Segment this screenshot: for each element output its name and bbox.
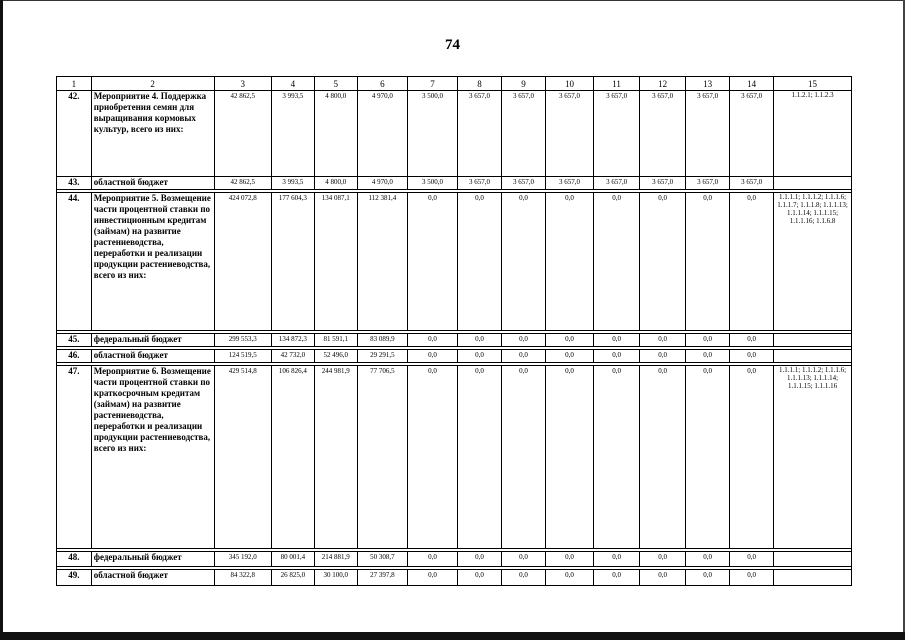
cell-value: 0,0: [502, 193, 546, 331]
cell-value: 0,0: [640, 570, 686, 586]
cell-value: 0,0: [407, 350, 457, 363]
column-header: 13: [686, 77, 730, 91]
cell-value: 0,0: [730, 552, 774, 567]
cell-value: 0,0: [730, 193, 774, 331]
row-name: федеральный бюджет: [91, 334, 214, 347]
scan-border-left: [0, 0, 3, 640]
row-number: 42.: [57, 91, 92, 177]
budget-table: [56, 76, 852, 586]
cell-value: 0,0: [502, 552, 546, 567]
cell-value: 3 657,0: [594, 91, 640, 177]
column-header: 6: [357, 77, 407, 91]
cell-value: 124 519,5: [214, 350, 271, 363]
cell-value: 83 089,9: [357, 334, 407, 347]
cell-value: 429 514,8: [214, 366, 271, 549]
column-header: 14: [730, 77, 774, 91]
row-name: федеральный бюджет: [91, 552, 214, 567]
cell-value: 3 657,0: [546, 177, 594, 190]
cell-value: 3 657,0: [730, 91, 774, 177]
column-header: 11: [594, 77, 640, 91]
cell-value: 3 657,0: [640, 177, 686, 190]
row-name: Мероприятие 6. Возмещение части процентной ставки по краткосрочным кредитам (займам) на развитие растениеводства, переработки и реализации продукции растениеводства, всего из них:: [91, 366, 214, 549]
cell-value: 0,0: [686, 552, 730, 567]
cell-value: 0,0: [407, 334, 457, 347]
cell-value: 3 657,0: [640, 91, 686, 177]
cell-value: 106 826,4: [271, 366, 314, 549]
cell-value: 0,0: [546, 552, 594, 567]
cell-value: 27 397,8: [357, 570, 407, 586]
table-row: [57, 366, 852, 549]
cell-value: 0,0: [546, 366, 594, 549]
cell-value: 0,0: [640, 552, 686, 567]
cell-value: 4 970,0: [357, 91, 407, 177]
cell-value: 3 657,0: [686, 177, 730, 190]
cell-value: 0,0: [594, 366, 640, 549]
cell-value: 3 657,0: [502, 91, 546, 177]
cell-value: 0,0: [640, 366, 686, 549]
task-code: [774, 334, 852, 347]
cell-value: 3 500,0: [407, 177, 457, 190]
cell-value: 345 192,0: [214, 552, 271, 567]
column-header: 2: [91, 77, 214, 91]
row-number: 45.: [57, 334, 92, 347]
cell-value: 214 881,9: [314, 552, 357, 567]
cell-value: 3 657,0: [686, 91, 730, 177]
row-name: областной бюджет: [91, 177, 214, 190]
cell-value: 42 862,5: [214, 91, 271, 177]
cell-value: 0,0: [546, 334, 594, 347]
cell-value: 3 993,5: [271, 177, 314, 190]
cell-value: 0,0: [458, 552, 502, 567]
scan-border-top: [0, 0, 905, 1]
cell-value: 3 657,0: [458, 91, 502, 177]
page-number: 74: [445, 37, 460, 53]
cell-value: 29 291,5: [357, 350, 407, 363]
cell-value: 0,0: [502, 570, 546, 586]
column-header: 8: [458, 77, 502, 91]
task-code: 1.1.1.1; 1.1.1.2; 1.1.1.6; 1.1.1.13; 1.1.1.14; 1.1.1.15; 1.1.1.16: [774, 366, 852, 549]
cell-value: 177 604,3: [271, 193, 314, 331]
cell-value: 0,0: [730, 570, 774, 586]
cell-value: 4 800,0: [314, 91, 357, 177]
cell-value: 3 657,0: [546, 91, 594, 177]
cell-value: 424 072,8: [214, 193, 271, 331]
cell-value: 42 732,0: [271, 350, 314, 363]
task-code: [774, 350, 852, 363]
cell-value: 134 087,1: [314, 193, 357, 331]
cell-value: 81 591,1: [314, 334, 357, 347]
cell-value: 3 500,0: [407, 91, 457, 177]
column-header: 4: [271, 77, 314, 91]
cell-value: 0,0: [730, 350, 774, 363]
column-header: 15: [774, 77, 852, 91]
column-header: 3: [214, 77, 271, 91]
cell-value: 244 981,9: [314, 366, 357, 549]
cell-value: 3 657,0: [502, 177, 546, 190]
column-header: 12: [640, 77, 686, 91]
cell-value: 52 496,0: [314, 350, 357, 363]
cell-value: 0,0: [640, 334, 686, 347]
cell-value: 0,0: [594, 552, 640, 567]
row-number: 46.: [57, 350, 92, 363]
cell-value: 3 657,0: [594, 177, 640, 190]
row-number: 49.: [57, 570, 92, 586]
cell-value: 26 825,0: [271, 570, 314, 586]
cell-value: 0,0: [458, 193, 502, 331]
cell-value: 77 706,5: [357, 366, 407, 549]
cell-value: 0,0: [458, 366, 502, 549]
cell-value: 112 381,4: [357, 193, 407, 331]
task-code: 1.1.2.1; 1.1.2.3: [774, 91, 852, 177]
row-name: Мероприятие 5. Возмещение части процентной ставки по инвестиционным кредитам (займам) на развитие растениеводства, переработки и реализации продукции растениеводства, всего из них:: [91, 193, 214, 331]
scan-border-bottom: [0, 632, 905, 640]
table-row: [57, 350, 852, 363]
cell-value: 0,0: [686, 350, 730, 363]
table-row: [57, 177, 852, 190]
column-header: 1: [57, 77, 92, 91]
cell-value: 0,0: [686, 334, 730, 347]
task-code: [774, 570, 852, 586]
cell-value: 0,0: [502, 350, 546, 363]
cell-value: 0,0: [458, 570, 502, 586]
cell-value: 0,0: [407, 366, 457, 549]
cell-value: 80 001,4: [271, 552, 314, 567]
cell-value: 0,0: [546, 193, 594, 331]
row-name: Мероприятие 4. Поддержка приобретения семян для выращивания кормовых культур, всего из них:: [91, 91, 214, 177]
cell-value: 0,0: [502, 366, 546, 549]
cell-value: 0,0: [594, 193, 640, 331]
table-row: [57, 193, 852, 331]
cell-value: 0,0: [686, 366, 730, 549]
cell-value: 0,0: [640, 350, 686, 363]
cell-value: 3 657,0: [458, 177, 502, 190]
task-code: [774, 552, 852, 567]
cell-value: 299 553,3: [214, 334, 271, 347]
cell-value: 0,0: [546, 350, 594, 363]
row-number: 47.: [57, 366, 92, 549]
task-code: [774, 177, 852, 190]
cell-value: 0,0: [458, 334, 502, 347]
table-row: [57, 552, 852, 567]
cell-value: 84 322,8: [214, 570, 271, 586]
cell-value: 3 993,5: [271, 91, 314, 177]
cell-value: 0,0: [594, 334, 640, 347]
cell-value: 4 800,0: [314, 177, 357, 190]
cell-value: 0,0: [502, 334, 546, 347]
cell-value: 0,0: [686, 193, 730, 331]
row-number: 48.: [57, 552, 92, 567]
cell-value: 42 862,5: [214, 177, 271, 190]
cell-value: 3 657,0: [730, 177, 774, 190]
row-name: областной бюджет: [91, 350, 214, 363]
column-header: 9: [502, 77, 546, 91]
cell-value: 0,0: [686, 570, 730, 586]
cell-value: 0,0: [594, 570, 640, 586]
table-row: [57, 91, 852, 177]
cell-value: 30 100,0: [314, 570, 357, 586]
cell-value: 0,0: [594, 350, 640, 363]
row-number: 44.: [57, 193, 92, 331]
cell-value: 0,0: [730, 334, 774, 347]
table-row: [57, 334, 852, 347]
cell-value: 0,0: [546, 570, 594, 586]
cell-value: 0,0: [407, 570, 457, 586]
header-row: [57, 77, 852, 91]
row-name: областной бюджет: [91, 570, 214, 586]
cell-value: 0,0: [730, 366, 774, 549]
cell-value: 0,0: [407, 552, 457, 567]
column-header: 10: [546, 77, 594, 91]
cell-value: 50 308,7: [357, 552, 407, 567]
column-header: 5: [314, 77, 357, 91]
task-code: 1.1.1.1; 1.1.1.2; 1.1.1.6; 1.1.1.7; 1.1.1.8; 1.1.1.13; 1.1.1.14; 1.1.1.15; 1.1.1.16; 1.1.6.8: [774, 193, 852, 331]
table-row: [57, 570, 852, 586]
row-number: 43.: [57, 177, 92, 190]
cell-value: 0,0: [407, 193, 457, 331]
cell-value: 0,0: [458, 350, 502, 363]
cell-value: 0,0: [640, 193, 686, 331]
column-header: 7: [407, 77, 457, 91]
cell-value: 4 970,0: [357, 177, 407, 190]
cell-value: 134 872,3: [271, 334, 314, 347]
